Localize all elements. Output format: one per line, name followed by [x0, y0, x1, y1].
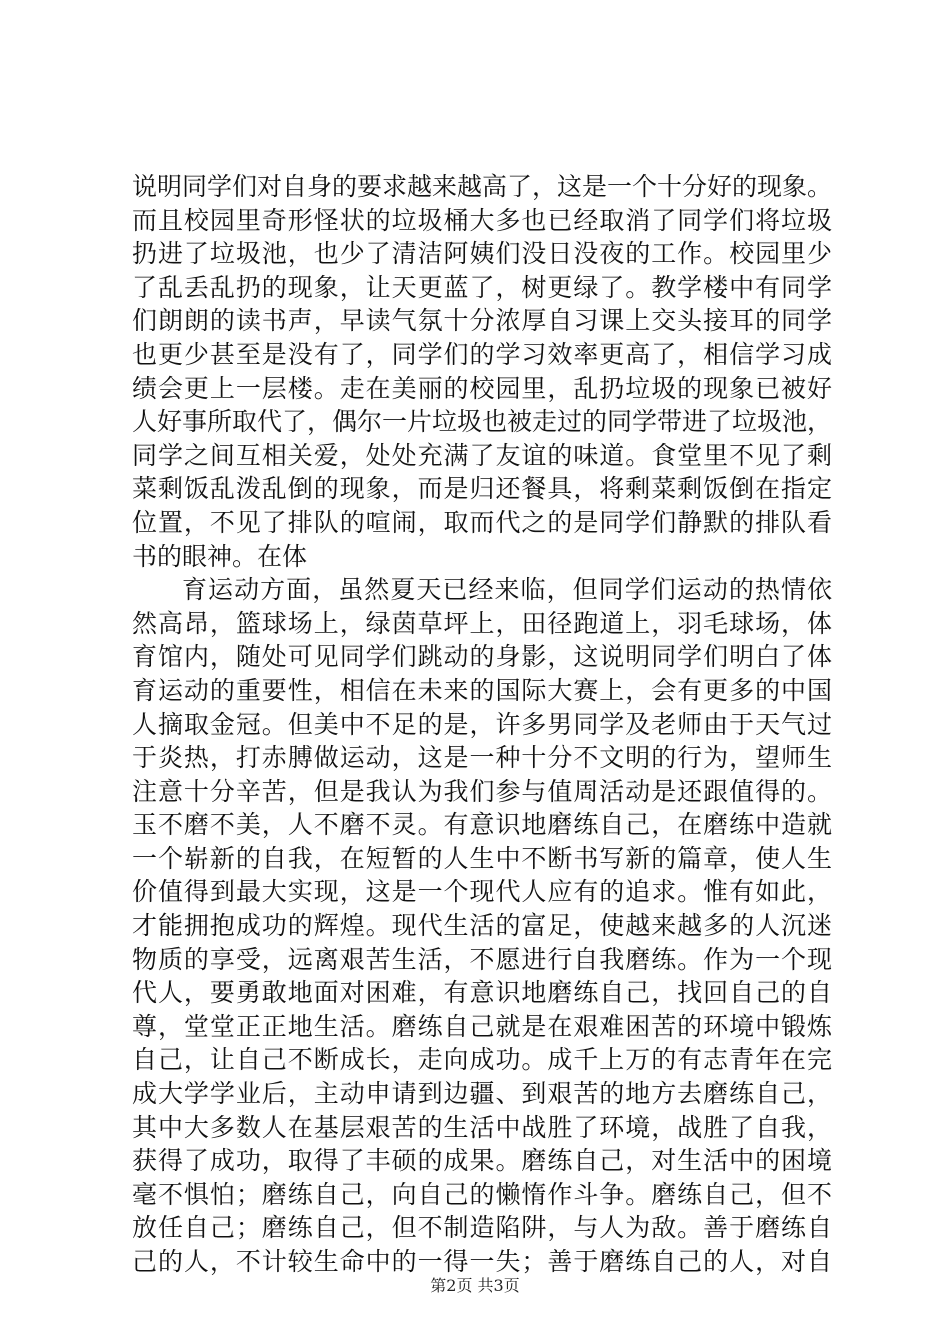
text-line: 也更少甚至是没有了，同学们的学习效率更高了，相信学习成: [132, 339, 832, 369]
text-line: 说明同学们对自身的要求越来越高了，这是一个十分好的现象。: [132, 172, 833, 201]
text-line: 们朗朗的读书声，早读气氛十分浓厚自习课上交头接耳的同学: [132, 306, 832, 336]
text-line: 玉不磨不美，人不磨不灵。有意识地磨练自己，在磨练中造就: [132, 810, 832, 840]
paragraph: [132, 573, 832, 1278]
text-line: 人好事所取代了，偶尔一片垃圾也被走过的同学带进了垃圾池，: [132, 407, 833, 437]
text-line: 位置，不见了排队的喧闹，取而代之的是同学们静默的排队看: [132, 507, 832, 537]
text-line: 价值得到最大实现，这是一个现代人应有的追求。惟有如此，: [132, 877, 832, 907]
text-line: 一个崭新的自我，在短暂的人生中不断书写新的篇章，使人生: [132, 843, 832, 873]
text-line: 代人，要勇敢地面对困难，有意识地磨练自己，找回自己的自: [132, 978, 832, 1008]
text-line: 然高昂，篮球场上，绿茵草坪上，田径跑道上，羽毛球场，体: [132, 608, 832, 638]
text-line: 绩会更上一层楼。走在美丽的校园里，乱扔垃圾的现象已被好: [132, 373, 832, 403]
text-line: 菜剩饭乱泼乱倒的现象，而是归还餐具，将剩菜剩饭倒在指定: [132, 474, 832, 504]
text-line: 才能拥抱成功的辉煌。现代生活的富足，使越来越多的人沉迷: [132, 911, 832, 941]
text-line: 人摘取金冠。但美中不足的是，许多男同学及老师由于天气过: [132, 709, 832, 739]
text-line: 注意十分辛苦，但是我认为我们参与值周活动是还跟值得的。: [132, 776, 832, 806]
text-line: 尊，堂堂正正地生活。磨练自己就是在艰难困苦的环境中锻炼: [132, 1011, 832, 1041]
text-line: 了乱丢乱扔的现象，让天更蓝了，树更绿了。教学楼中有同学: [132, 272, 832, 302]
body-text: [132, 170, 832, 1279]
text-line: 育运动的重要性，相信在未来的国际大赛上，会有更多的中国: [132, 675, 832, 705]
text-line: 于炎热，打赤膊做运动，这是一种十分不文明的行为，望师生: [132, 743, 832, 773]
text-line: 物质的享受，远离艰苦生活，不愿进行自我磨练。作为一个现: [132, 944, 832, 974]
text-line: 毫不惧怕；磨练自己，向自己的懒惰作斗争。磨练自己，但不: [132, 1179, 832, 1209]
text-line: 其中大多数人在基层艰苦的生活中战胜了环境，战胜了自我，: [132, 1112, 832, 1142]
text-line: 扔进了垃圾池，也少了清洁阿姨们没日没夜的工作。校园里少: [132, 239, 832, 269]
text-line: 获得了成功，取得了丰硕的成果。磨练自己，对生活中的困境: [132, 1146, 832, 1176]
text-line: 育馆内，随处可见同学们跳动的身影，这说明同学们明白了体: [132, 642, 832, 672]
page-footer: 第2页 共3页: [430, 1276, 520, 1295]
paragraph: [132, 170, 832, 573]
text-line: 书的眼神。在体: [132, 541, 308, 571]
text-line: 而且校园里奇形怪状的垃圾桶大多也已经取消了同学们将垃圾: [132, 205, 832, 235]
text-line: 同学之间互相关爱，处处充满了友谊的味道。食堂里不见了剩: [132, 440, 832, 470]
text-line: 放任自己；磨练自己，但不制造陷阱，与人为敌。善于磨练自: [132, 1213, 832, 1243]
text-line: 育运动方面，虽然夏天已经来临，但同学们运动的热情依: [182, 575, 832, 605]
text-line: 自己，让自己不断成长，走向成功。成千上万的有志青年在完: [132, 1045, 832, 1075]
text-line: 成大学学业后，主动申请到边疆、到艰苦的地方去磨练自己，: [132, 1079, 832, 1109]
text-line: 己的人，不计较生命中的一得一失；善于磨练自己的人，对自: [132, 1247, 832, 1276]
